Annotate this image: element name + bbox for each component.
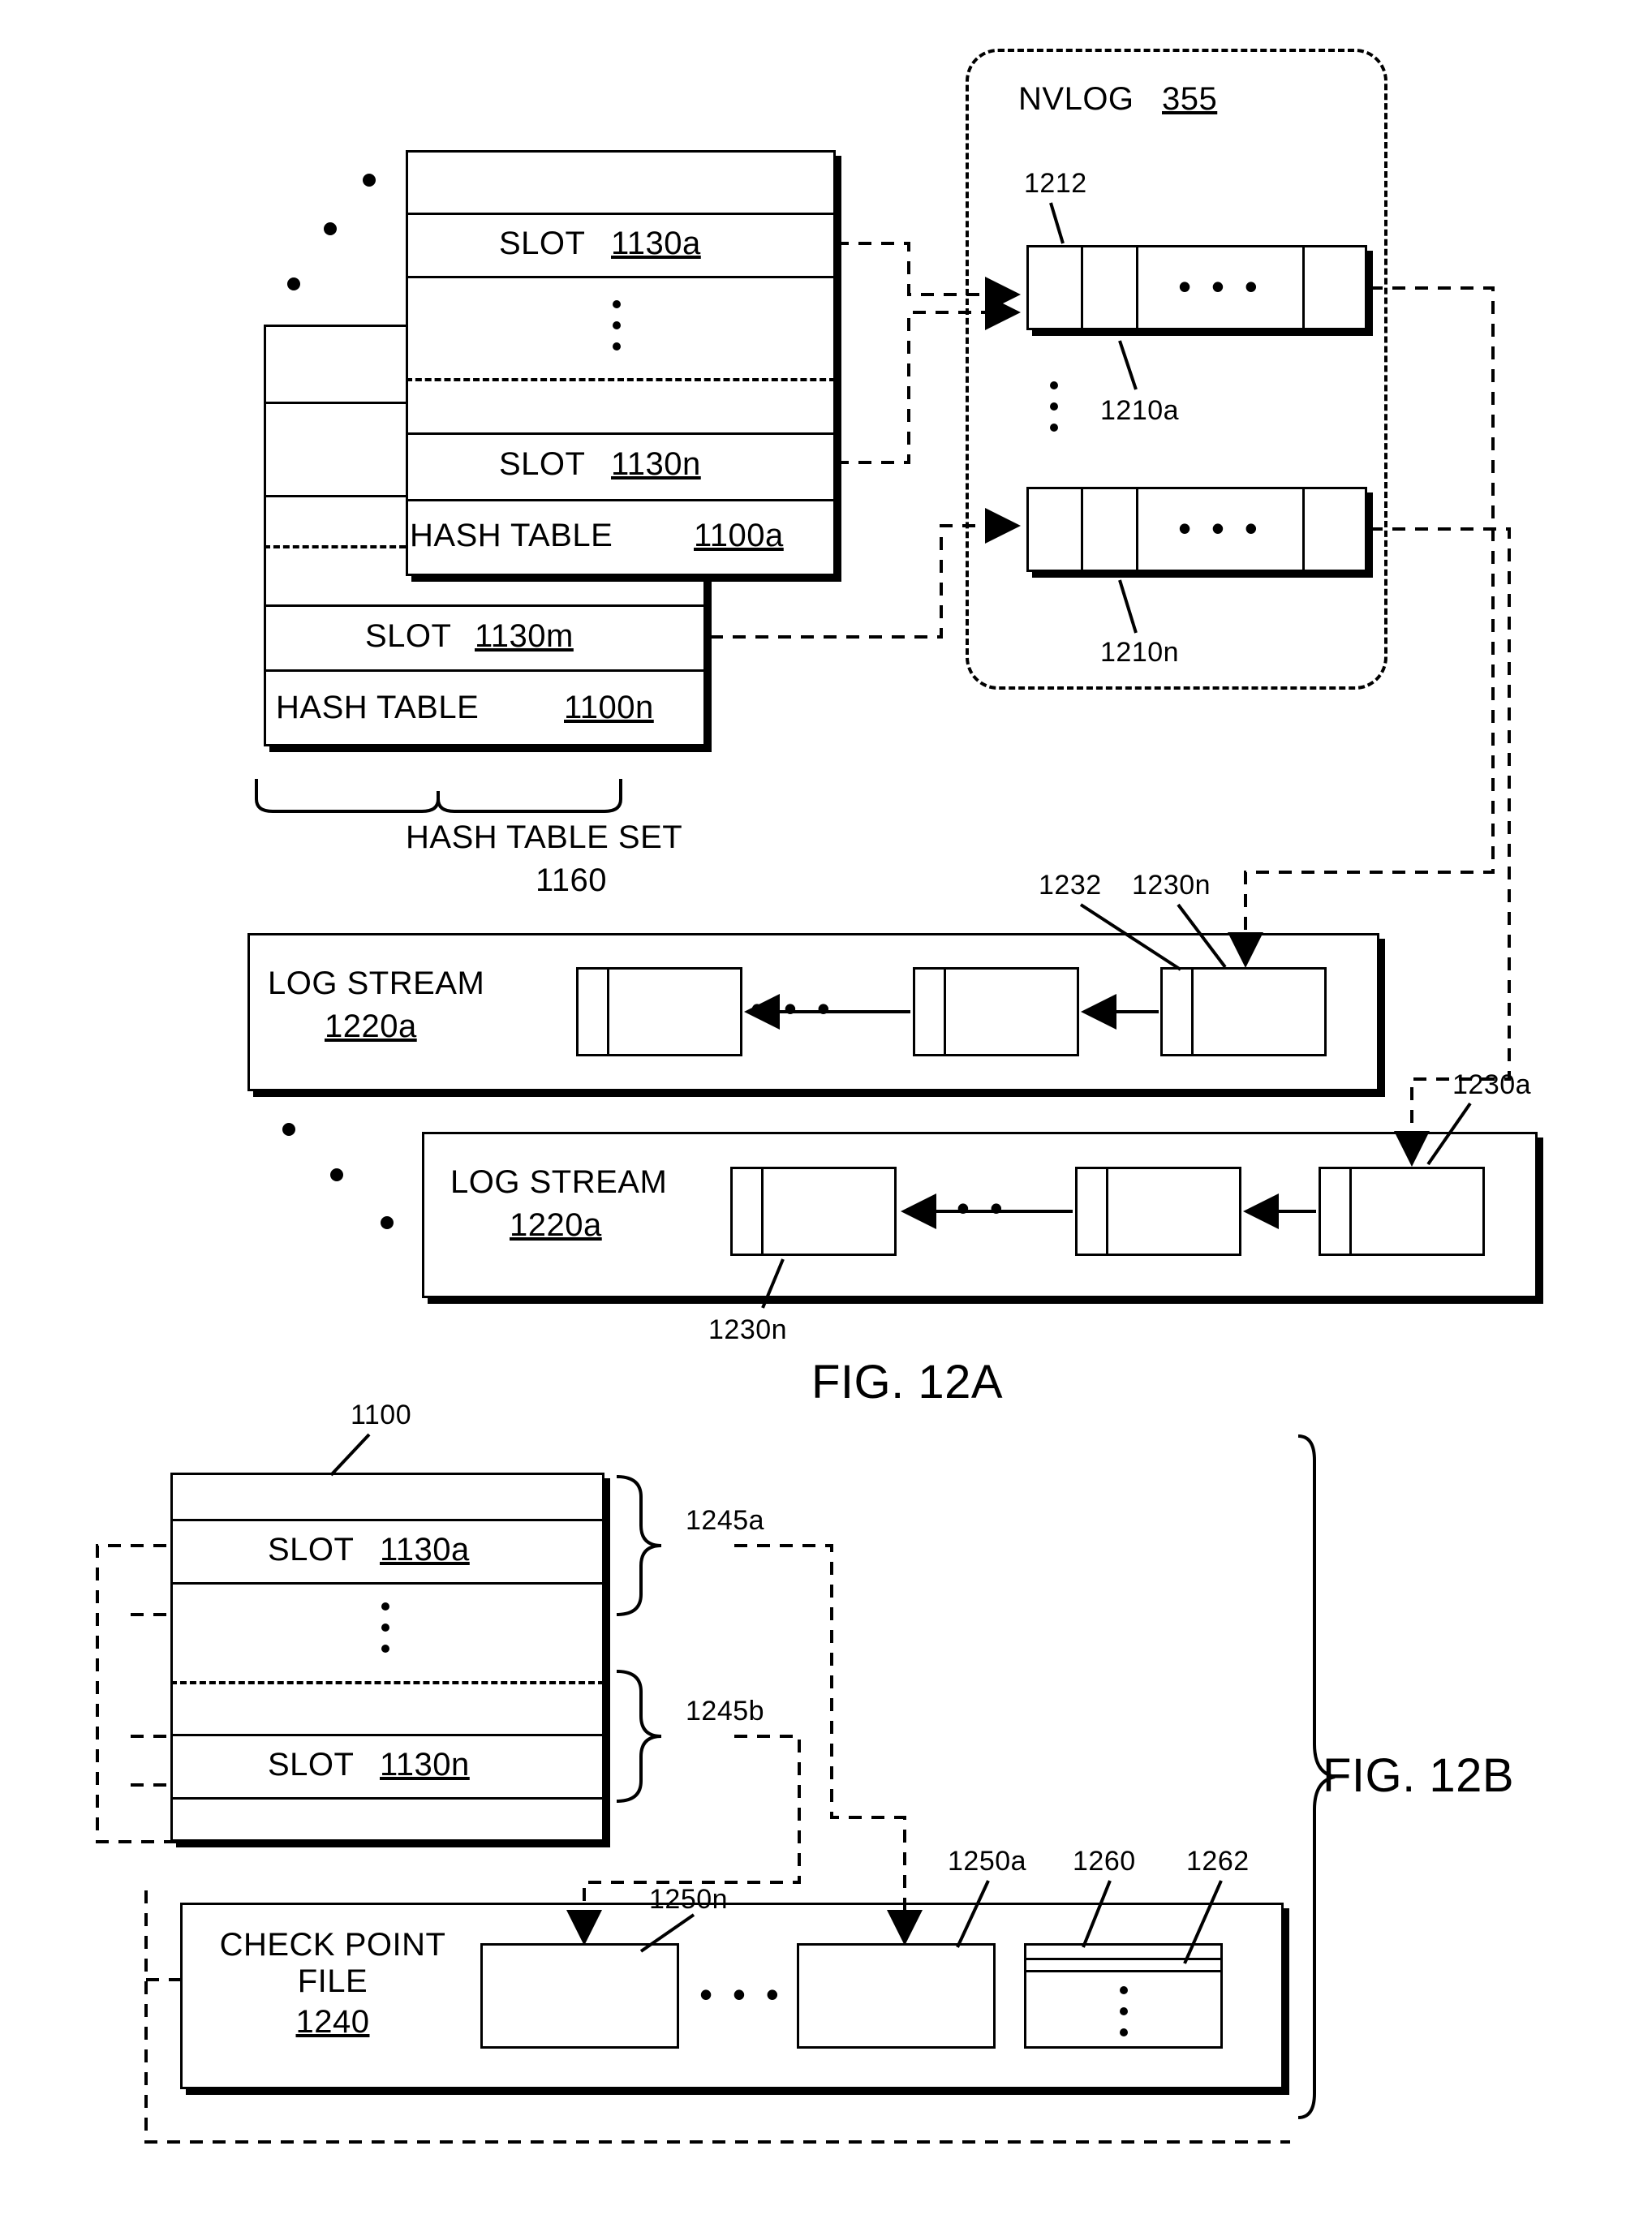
check-point-ref-1262: 1262	[1186, 1846, 1250, 1877]
log-stream-1-block-mid-sep	[944, 967, 946, 1056]
log-stream-2-dots: • • •	[923, 1187, 1008, 1229]
stack-ellipsis-dots	[287, 174, 376, 290]
hash-table-1100a-vertical-dots	[613, 300, 621, 363]
hash-table-1100a-slot-n-label: SLOT	[499, 446, 586, 482]
log-stream-2-block-mid	[1075, 1167, 1241, 1256]
log-stream-2-block-right	[1319, 1167, 1485, 1256]
log-stream-ellipsis-dots	[282, 1123, 394, 1229]
log-stream-2-block-left-sep	[761, 1167, 764, 1256]
figure-12b-caption: FIG. 12B	[1323, 1749, 1515, 1802]
log-stream-1-block-right-sep	[1191, 967, 1194, 1056]
brace-1245a	[617, 1477, 661, 1615]
nvlog-entry-1210n-cell-1	[1081, 487, 1083, 572]
hash-table-1100a-slot-n-ref: 1130n	[611, 446, 701, 482]
hash-table-set-label: HASH TABLE SET	[406, 819, 683, 855]
check-point-dots: • • •	[699, 1973, 784, 2015]
check-point-record-1262-line2	[1024, 1970, 1223, 1972]
link-nvlog1210n-to-logstream2	[1370, 529, 1509, 1160]
log-stream-2-block-right-sep	[1349, 1167, 1352, 1256]
hash-table-1100n-ref: 1100n	[564, 690, 654, 725]
figure-b-slot-a-ref: 1130a	[380, 1532, 470, 1568]
hash-table-1100n-slot-bottom	[264, 669, 706, 672]
log-stream-1-ref: 1220a	[325, 1008, 417, 1044]
nvlog-entry-1210n-cell-2	[1136, 487, 1138, 572]
log-stream-1-block-left-sep	[607, 967, 609, 1056]
hash-table-1100a-slot-a-bottom	[406, 276, 836, 278]
check-point-ref-1250n: 1250n	[649, 1884, 729, 1915]
hash-table-1100a-slot-a-top	[406, 213, 836, 215]
check-point-file-line2: FILE	[297, 1963, 368, 1999]
nvlog-entry-ref-1210a: 1210a	[1100, 395, 1180, 426]
hash-table-1100a-slot-a-ref: 1130a	[611, 226, 701, 261]
figure-b-hash-table-ref: 1100	[351, 1400, 412, 1430]
nvlog-vertical-dots	[1050, 381, 1058, 445]
hash-table-set-ref: 1160	[536, 862, 608, 898]
hash-table-1100a-slot-n-bottom	[406, 499, 836, 501]
hash-table-1100a-title: HASH TABLE	[410, 518, 613, 553]
figure-b-slot-n-top	[170, 1734, 604, 1736]
figure-b-slot-a-label: SLOT	[268, 1532, 355, 1568]
log-stream-1-block-right	[1160, 967, 1327, 1056]
hash-table-1100a-slot-n-top	[406, 432, 836, 435]
figure-b-slot-n-label: SLOT	[268, 1747, 355, 1783]
hash-table-1100a-dashed-divider	[406, 378, 836, 381]
check-point-record-1250a	[797, 1943, 996, 2049]
brace-1245b	[617, 1671, 661, 1801]
log-stream-2-label: LOG STREAM	[450, 1164, 668, 1200]
log-stream-2-block-left	[730, 1167, 897, 1256]
figure-b-vertical-dots	[381, 1602, 389, 1666]
hash-table-1100a-slot-a-label: SLOT	[499, 226, 586, 261]
nvlog-entry-1210n-cell-3	[1302, 487, 1305, 572]
check-point-record-vertical-dots	[1120, 1986, 1128, 2049]
nvlog-entry-1210a-cell-3	[1302, 245, 1305, 330]
hash-table-1100n-title: HASH TABLE	[276, 690, 480, 725]
log-stream-1-block-left	[576, 967, 742, 1056]
figure-b-slot-n-ref: 1130n	[380, 1747, 470, 1783]
nvlog-ref: 355	[1162, 81, 1218, 117]
figure-b-dashed-divider	[170, 1681, 604, 1684]
check-point-record-1250n	[480, 1943, 679, 2049]
link-1245a-to-checkpoint	[734, 1546, 905, 1939]
check-point-ref-1250a: 1250a	[948, 1846, 1027, 1877]
hash-table-1100n-slot-label: SLOT	[365, 618, 452, 654]
log-stream-2-ref-1230n: 1230n	[708, 1314, 788, 1345]
figure-b-brace-ref-1245b: 1245b	[686, 1696, 765, 1727]
nvlog-entry-ref-1210n: 1210n	[1100, 637, 1180, 668]
nvlog-entry-1210n-dots: • • •	[1178, 507, 1263, 549]
figure-12a-caption: FIG. 12A	[811, 1356, 1004, 1408]
nvlog-cell-ref-1212: 1212	[1024, 168, 1087, 199]
nvlog-label: NVLOG	[1018, 81, 1134, 117]
figure-b-slot-a-top	[170, 1519, 604, 1521]
log-stream-2-block-mid-sep	[1106, 1167, 1108, 1256]
nvlog-entry-1210a-cell-2	[1136, 245, 1138, 330]
nvlog-container	[966, 49, 1387, 690]
log-stream-1-block-mid	[913, 967, 1079, 1056]
check-point-ref-1260: 1260	[1073, 1846, 1136, 1877]
hash-table-set-brace	[256, 779, 621, 811]
hash-table-1100a-ref: 1100a	[694, 518, 784, 553]
log-stream-2-ref: 1220a	[510, 1207, 602, 1243]
check-point-file-ref: 1240	[295, 2004, 370, 2040]
leader-1100	[331, 1434, 369, 1475]
hash-table-1100n-slot-top	[264, 604, 706, 607]
log-stream-1-ref-1232: 1232	[1039, 870, 1102, 901]
hash-table-1100n-slot-ref: 1130m	[475, 618, 574, 654]
log-stream-2-ref-1230a: 1230a	[1452, 1069, 1532, 1100]
check-point-file-line1: CHECK POINT	[219, 1927, 446, 1963]
nvlog-entry-1210a-dots: • • •	[1178, 265, 1263, 307]
log-stream-1-ref-1230n: 1230n	[1132, 870, 1211, 901]
nvlog-entry-1210a-cell-1	[1081, 245, 1083, 330]
figure-b-slot-n-bottom	[170, 1797, 604, 1800]
log-stream-1-label: LOG STREAM	[268, 965, 485, 1001]
check-point-record-1262-line1	[1024, 1958, 1223, 1960]
figure-b-slot-a-bottom	[170, 1582, 604, 1585]
figure-b-brace-ref-1245a: 1245a	[686, 1505, 765, 1536]
log-stream-1-dots: • • •	[751, 987, 835, 1030]
